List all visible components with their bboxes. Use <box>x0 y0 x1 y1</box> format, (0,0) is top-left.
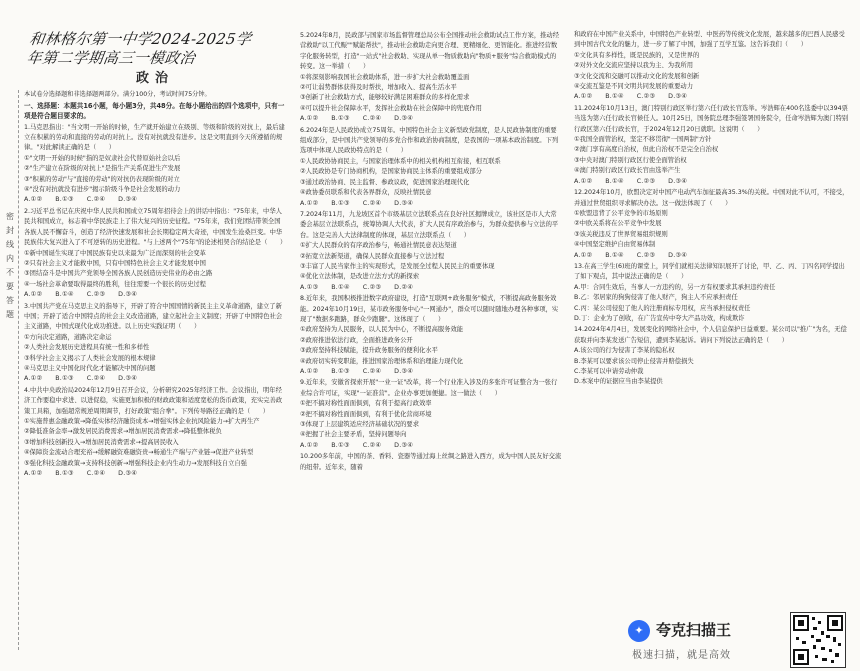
answer-choices: A.①③ B.①④ C.②③ D.②④ <box>300 283 414 291</box>
option-line: ②政府推进依法行政，全面推进政务公开 <box>300 336 413 344</box>
option-line: ④政府切实转变职能，推进国家治理体系和治理能力现代化 <box>300 357 464 365</box>
page-title: 政治 <box>135 71 174 86</box>
answer-choices: A.①② B.①④ C.②③ D.③④ <box>24 291 138 299</box>
option-line: ②只有社会主义才能救中国，只有中国特色社会主义才能发展中国 <box>24 259 206 267</box>
option-line: ②人类社会发展历史进程具有统一性和多样性 <box>24 344 150 352</box>
answer-choices: A.①② B.①③ C.②④ D.③④ <box>300 368 414 375</box>
option-line: ③团结奋斗是中国共产党领导全国各族人民创造历史伟业的必由之路 <box>24 270 213 278</box>
question-text: 3.中国共产党在马克思主义的指导下，开辟了符合中国国情的新民主主义革命道路，建立了新中国；开辟了适合中国特点的社会主义改造道路，建立起社会主义制度；开辟了中国特色社会主义道路，中国式现代化成功推进。以上历史实践证明（ ） <box>24 302 283 331</box>
answer-choices: A.①② B.①④ C.②③ D.③④ <box>574 251 688 259</box>
option-line: ①我国全面管治权，坚定不移贯彻"一国两制"方针 <box>574 136 712 144</box>
option-line: ①方向决定道路，道路决定命运 <box>24 333 112 341</box>
section-heading: 一、选择题：本题共16小题，每小题3分，共48分。在每小题给出的四个选项中，只有一项是符合题目要求的。 <box>24 101 285 121</box>
option-line: ①文化具有多样性，既是民族的，又是世界的 <box>574 51 700 59</box>
option-line: ②澳门享有高度自治权，但此自治权不是完全自治权 <box>574 146 719 154</box>
option-line: ④把握了社会主要矛盾，坚持问题导向 <box>300 431 407 439</box>
option-line: ②"生产建立在阶级的对抗上"是指生产关系促进生产发展 <box>24 165 181 173</box>
answer-choices: A.①② B.①③ C.②④ D.③④ <box>300 115 414 123</box>
watermark-slogan: 极速扫描，就是高效 <box>632 650 731 661</box>
option-line: ①新中国诞生实现了中国民族有史以来最为广泛而深刻的社会变革 <box>24 249 206 257</box>
option-line: ③"积累的劳动"与"直接的劳动"的对抗仍表现阶级的对立 <box>24 175 180 183</box>
option-line: ③文化交流和交融可以推动文化的发展和创新 <box>574 72 700 80</box>
question-text: 7.2024年11月，九龙坡区首个市级基层立法联系点在良好社区揭牌成立，该社区是市人大常委会基层立法联系点，统筹协调人大代表，扩大人民有序政治参与，为群众提供参与立法的平台。这是完善人大法律制度的体现，基层立法联系点（ ） <box>300 210 559 239</box>
answer-choices: A.①② B.①③ C.②④ D.③④ <box>300 199 414 207</box>
column-right <box>574 30 850 388</box>
option-line: B.乙：邻居家的狗狗侵害了他人财产，狗主人不应承担责任 <box>574 294 738 302</box>
option-line: ③科学社会主义揭示了人类社会发展的根本规律 <box>24 354 156 362</box>
handwritten-line: 和林格尔第一中学2024-2025学 <box>28 30 253 48</box>
question-text: 13.在高三学生(6)班的课堂上，同学们就相关法律知识展开了讨论，甲、乙、丙、丁四名同学提出了如下观点，其中说法正确的是（ ） <box>574 262 845 281</box>
question-text: 9.近年来，安徽省探索开展"一业一证"改革，将一个行业准入涉及的多张许可证整合为一张行业综合许可证，实现"一证准营"。企业办事更加便捷。这一做法（ ） <box>300 379 558 397</box>
option-line: ①"文明一开始的时候"指的是奴隶社会代替原始社会以后 <box>24 154 181 162</box>
binding-char: 不 <box>6 268 14 277</box>
question-text: 1.马克思指出："当文明一开始的时候，生产就开始建立在级别、等级和阶级的对抗上，最后建立在积累的劳动和直接的劳动的对抗上。没有对抗就没有进步。这是文明直到今天所遵循的规律。"对此解读正确的是（ ） <box>24 123 285 152</box>
option-line: ④澳门特别行政区行政长官由选举产生 <box>574 167 681 175</box>
answer-choices: A.①② B.①③ C.②④ D.③④ <box>300 441 414 449</box>
option-line: ①人民政协协商民主，与国家治理体系中的相关机构相互衔接，相互联系 <box>300 157 501 165</box>
question-text: 14.2024年4月4日，发展变化的网络社会中，个人信息保护日益重要。某公司以"推广"为名，无偿获取并向李某发送广告短信，遭到李某起诉。请问下列说法正确的是（ ） <box>574 326 847 344</box>
option-line: ②降低准备金率→激发居民消费需求→增加居民消费需求→降低整体税负 <box>24 428 222 436</box>
option-line: D.丁：企业为了创收，在广告宣传中夸大产品功效，构成欺诈 <box>574 314 745 322</box>
question-text: 12.2024年10月，欧盟决定对中国产电动汽车加征最高35.3%的关税。中国对此不认可，不接受，并通过世贸组织寻求解决办法。这一做法体现了（ ） <box>574 189 849 207</box>
binding-char: 密 <box>6 212 14 221</box>
answer-choices: A.①② B.①③ C.②④ D.③④ <box>24 470 138 478</box>
option-line: ②人民政协是专门协商机构，是国家协商民主体系的重要组成部分 <box>300 168 482 176</box>
option-line: C.李某可以申请劳动仲裁 <box>574 368 644 375</box>
option-line: ①政府坚持为人民服务，以人民为中心，不断提高服务效能 <box>300 326 464 334</box>
option-line: ④马克思主义中国化时代化才能解决中国的问题 <box>24 364 156 372</box>
option-line: ④可以提升社会保障水平，发挥社会救助在社会保障中的兜底作用 <box>300 104 482 112</box>
binding-dashed-line <box>18 90 19 650</box>
option-line: ③该关税违反了世界贸易组织规则 <box>574 230 668 238</box>
binding-char: 线 <box>6 240 14 249</box>
handwritten-header <box>25 30 288 68</box>
option-line: ③政府坚持科技赋能，提升政务服务的便利化水平 <box>300 347 438 355</box>
binding-margin-text <box>4 210 16 322</box>
option-line: ①实施普惠金融政策→降低实体经济融资成本→增强实体企业抗风险能力→扩大再生产 <box>24 418 260 425</box>
option-line: ①欧盟违背了公平竞争的市场原则 <box>574 209 668 217</box>
option-line: C.丙：某公司侵犯了他人的注册商标专用权，应当承担侵权责任 <box>574 304 751 312</box>
question-text: 2.习近平总书记在庆祝中华人民共和国成立75周年招待会上的讲话中指出："75年来，中华人民共和国成立，标志着中华民族走上了伟大复兴的历史征程。"75年来，我们党团结带领全国各族人民不懈奋斗，创造了经济快速发展和社会长期稳定两大奇迹，中国发生沧桑巨变。中华民族伟大复兴进入了不可逆转的历史进程。"与上述两个"75年"的论述相契合的结论是（ ） <box>24 207 287 247</box>
option-line: ④交流互鉴是不同文明共同发展的重要动力 <box>574 83 693 91</box>
watermark-name: 夸克扫描王 <box>656 621 732 639</box>
question-text: 8.近年来，我国积极推进数字政府建设，打造"互联网+政务服务"模式，不断提高政务服务效能。2024年10月19日，某市政务服务中心"一网通办"，群众可以随时随地办理各种事项，实现了"数据多跑路，群众少跑腿"。这体现了（ ） <box>300 295 559 323</box>
quark-scan-logo-icon: ✦ <box>628 620 650 642</box>
binding-char: 内 <box>6 254 14 263</box>
binding-char: 要 <box>6 282 14 291</box>
option-line: ①将深刻影响我国社会救助体系，进一步扩大社会救助覆盖面 <box>300 73 470 81</box>
column-left <box>24 30 286 479</box>
option-line: ①扩大人民群众的有序政治参与，畅通社情民意表达渠道 <box>300 242 457 250</box>
answer-choices: A.①② B.①④ C.②③ D.③④ <box>574 93 688 101</box>
option-line: ②可让弱势群体获得及时帮扶，增加收入、提高生活水平 <box>300 84 457 92</box>
option-line: ⑤强化科技金融政策→支持科技创新→增强科技企业内生动力→发展科技自立自强 <box>24 459 247 467</box>
option-line: B.李某可以要求该公司停止侵害并赔偿损失 <box>574 357 694 365</box>
option-line: ④保障资金流动合理充裕→缓解融资难融资贵→畅通生产端与产业链→促进产业转型 <box>24 449 254 457</box>
option-line: ④中国坚定维护自由贸易体制 <box>574 241 656 249</box>
handwritten-line: 年第二学期高三一模政治 <box>25 49 197 67</box>
option-line: D.本案中的证据应当由李某提供 <box>574 378 663 386</box>
option-line: ②中欧关系将在公平竞争中发展 <box>574 220 662 228</box>
column-middle <box>300 30 562 473</box>
answer-choices: A.①② B.①④ C.②③ D.③④ <box>574 177 688 185</box>
question-text: 和政府在中国产业关系中，中国特色产业转型、中医药等传统文化发展，越来越多的巴西人民感受到中国古代文化的魅力，进一步了解了中国，加强了互学互鉴。这告诉我们（ ） <box>574 31 845 49</box>
option-line: ④一场社会革命要取得最终的胜利，往往需要一个很长的历史过程 <box>24 280 206 288</box>
option-line: ①把不搞对称性面面俱到，有利于提高行政效率 <box>300 400 432 408</box>
question-text: 10.200多年前，中国的茶、香料、瓷器等通过海上丝绸之路进入西方，成为中国人民友好交流的纽带。近年来，随着 <box>300 453 562 471</box>
question-text: 6.2024年是人民政协成立75周年。中国特色社会主义新型政党制度，是人民政协制度的重要组成部分，是中国共产党领导的多党合作和政治协商制度，是我国的一项基本政治制度。下列选项中体现人民政协特点的是（ ） <box>300 126 559 155</box>
question-text: 4.中共中央政治局2024年12月9日召开会议，分析研究2025年经济工作。会议指出，明年经济工作要稳中求进、以进促稳，实施更加积极的财政政策和适度宽松的货币政策，充实完善政策工具箱，加强超常规逆周期调节，打好政策"组合拳"。下列传导路径正确的是（ ） <box>24 386 283 415</box>
option-line: ②对外文化交流应坚持以我为主、为我所用 <box>574 62 693 70</box>
option-line: ④"没有对抗就没有进步"揭示阶级斗争是社会发展的动力 <box>24 186 181 194</box>
scanner-watermark <box>628 614 778 664</box>
option-line: ③体现了上层建筑适应经济基础状况的要求 <box>300 421 419 429</box>
answer-choices: A.①② B.①③ C.②④ D.③④ <box>24 196 138 204</box>
option-line: ③丰富了人民当家作主的实现形式，是发展全过程人民民主的重要体现 <box>300 262 495 270</box>
option-line: ③中央对澳门特别行政区行使全面管治权 <box>574 156 687 164</box>
option-line: ④政协委员联系和代表各界群众，反映社情民意 <box>300 189 432 197</box>
option-line: A.甲：合同生效后，当事人一方违约的，另一方有权要求其承担违约责任 <box>574 283 776 291</box>
instructions: 本试卷分选择题和非选择题两部分。满分100分，考试时间75分钟。 <box>24 91 211 99</box>
question-text: 11.2024年10月13日，澳门特别行政区举行第六任行政长官选举。岑浩辉在400名选委中以394票当选为第六任行政长官候任人。10月25日，国务院总理李强签署国务院令，任命岑浩辉为澳门特别行政区第六任行政长官，于2024年12月20日就职。这说明（ ） <box>574 104 849 133</box>
binding-char: 题 <box>6 310 14 319</box>
binding-char: 答 <box>6 296 14 305</box>
option-line: ③创新了社会救助方式，能够较好满足困难群众的多样化需求 <box>300 94 470 102</box>
option-line: ②拓宽立法新渠道，确保人民群众直接参与立法过程 <box>300 252 445 260</box>
answer-choices: A.①② B.①③ C.②④ D.③④ <box>24 375 138 383</box>
option-line: ④优化立法体制，是改进立法方式的新探索 <box>300 273 419 281</box>
qr-code-icon <box>790 612 846 668</box>
option-line: ②把不搞对称性面面俱到，有利于优化营商环境 <box>300 410 432 418</box>
option-line: ③增加科技创新投入→增加居民消费需求→提高居民收入 <box>24 438 179 446</box>
option-line: ③通过政治协商、民主监督、参政议政，促进国家治理现代化 <box>300 178 470 186</box>
option-line: A.该公司的行为侵害了李某的隐私权 <box>574 347 675 355</box>
binding-char: 封 <box>6 226 14 235</box>
question-text: 5.2024年8月，民政部与国家市场监督管理总局公布全国推动社会救助试点工作方案，推动经营救助"以工代赈""赋能帮扶"，推动社会救助走向更合理、更精细化、更智能化。推进经营数字化服务转型，打造"一站式"社会救助、实现从单一物质救助向"物质+服务"综合救助模式的转变。这一举措（ ） <box>300 32 560 71</box>
